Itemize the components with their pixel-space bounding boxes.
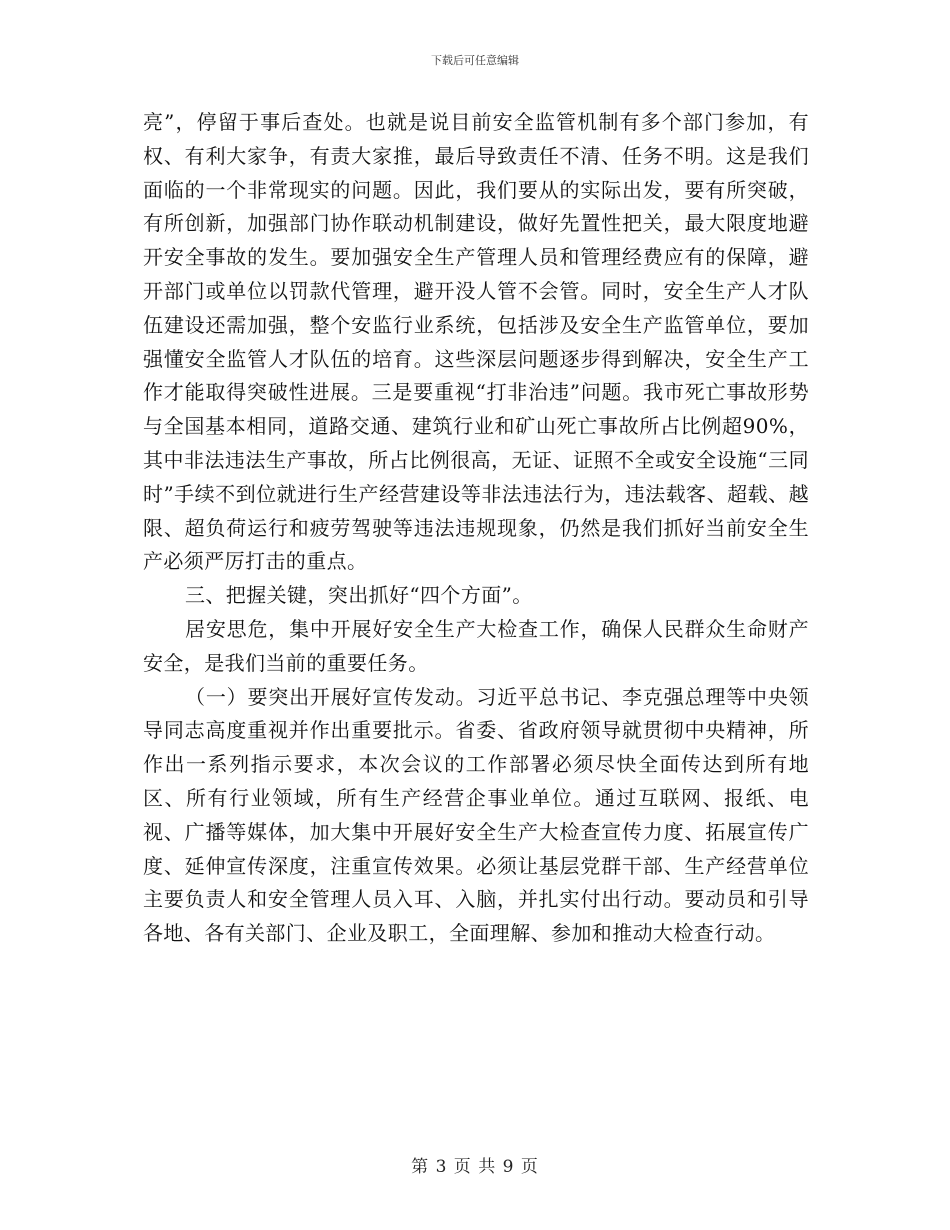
paragraph-continuation: 亮”，停留于事后查处。也就是说目前安全监管机制有多个部门参加，有权、有利大家争，有责大家推，最后导致责任不清、任务不明。这是我们面临的一个非常现实的问题。因此，我们要从的实际出发，要有所突破，有所创新，加强部门协作联动机制建设，做好先置性把关，最大限度地避开安全事故的发生。要加强安全生产管理人员和管理经费应有的保障，避开部门或单位以罚款代管理，避开没人管不会管。同时，安全生产人才队伍建设还需加强，整个安监行业系统，包括涉及安全生产监管单位，要加强懂安全监管人才队伍的培育。这些深层问题逐步得到解决，安全生产工作才能取得突破性进展。三是要重视“打非治违”问题。我市死亡事故形势与全国基本相同，道路交通、建筑行业和矿山死亡事故所占比例超90%，其中非法违法生产事故，所占比例很高，无证、证照不全或安全设施“三同时”手续不到位就进行生产经营建设等非法违法行为，违法载客、超载、越限、超负荷运行和疲劳驾驶等违法违规现象，仍然是我们抓好当前安全生产必须严厉打击的重点。 [143, 110, 809, 574]
page-header: 下载后可任意编辑 [431, 54, 519, 67]
paragraph: 居安思危，集中开展好安全生产大检查工作，确保人民群众生命财产安全，是我们当前的重要任务。 [143, 616, 809, 675]
document-body [143, 106, 809, 951]
page-number: 第 3 页 共 9 页 [411, 1157, 539, 1177]
paragraph: （一）要突出开展好宣传发动。习近平总书记、李克强总理等中央领导同志高度重视并作出重要批示。省委、省政府领导就贯彻中央精神，所作出一系列指示要求，本次会议的工作部署必须尽快全面传达到所有地区、所有行业领域，所有生产经营企事业单位。通过互联网、报纸、电视、广播等媒体，加大集中开展好安全生产大检查宣传力度、拓展宣传广度、延伸宣传深度，注重宣传效果。必须让基层党群干部、生产经营单位主要负责人和安全管理人员入耳、入脑，并扎实付出行动。要动员和引导各地、各有关部门、企业及职工，全面理解、参加和推动大检查行动。 [143, 684, 809, 946]
section-heading: 三、把握关键，突出抓好“四个方面”。 [185, 583, 533, 608]
